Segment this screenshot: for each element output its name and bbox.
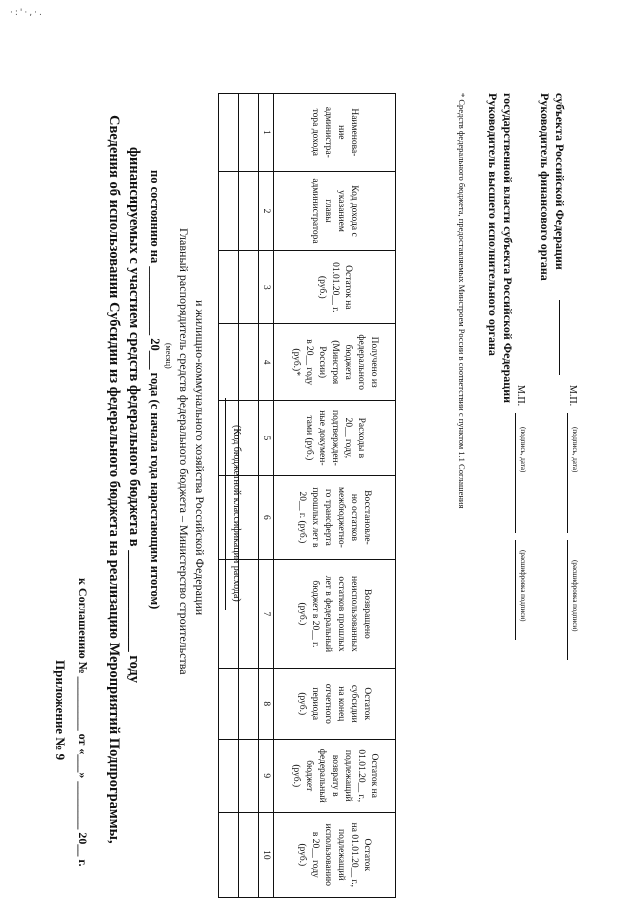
head-fin-line-1: Руководитель финансового органа (538, 93, 552, 281)
col-number: 7 (259, 560, 274, 669)
col-header-remaining: Остаток на 01.01.20__ г., подлежащий использованию в 20__ году (руб.) (274, 812, 396, 897)
mp-label: М.П. (515, 385, 526, 407)
agreement-ref: к Соглашению № _________ от «___» ________ 20__ г. (76, 578, 90, 867)
title-line-2: финансируемых с участием средств федерального бюджета в ______________ году (126, 147, 142, 683)
col-header-received: Получено из федерального бюджета (Минстроя России) в 20__ году (руб.)* (274, 324, 396, 401)
decode-line (567, 540, 568, 660)
col-header-income-code: Код дохода с указанием главы администратора (274, 171, 396, 251)
col-header-balance-start: Остаток на 01.01.20__ г. (руб.) (274, 251, 396, 324)
signature-line (559, 300, 560, 375)
col-number: 1 (259, 94, 274, 172)
head-fin-line-2: субъекта Российской Федерации (553, 93, 567, 270)
grbs-line-1: Главный распорядитель средств федерального бюджета – Министерство строительства (177, 228, 191, 675)
title-line-3: по состоянию на ___________ 20___ года (с начала года нарастающим итогом) (148, 170, 162, 610)
col-number: 3 (259, 251, 274, 324)
table-row (219, 94, 239, 898)
col-header-restored: Восстановле- но остатков межбюджетно- го трансферта прошлых лет в 20__ г. (руб.) (274, 475, 396, 559)
col-header-returned: Возвращено неиспользованных остатков прошлых лет в федеральный бюджет в 20__ г. (руб.) (274, 560, 396, 669)
sign-caption: (подпись, дата) (519, 427, 527, 473)
grbs-line-2: и жилищно-коммунального хозяйства Российской Федерации (193, 300, 207, 616)
col-number: 2 (259, 171, 274, 251)
col-header-to-return: Остаток на 01.01.20__ г., подлежащий возврату в федеральный бюджет (руб.) (274, 739, 396, 812)
col-number: 5 (259, 400, 274, 475)
sign-caption: (подпись, дата) (571, 427, 579, 473)
col-header-expenses: Расходы в 20__ году, подтвержден- ные докумен- тами (руб.) (274, 400, 396, 475)
footnote: * Средств федерального бюджета, предоставляемых Минстроем России в соответствии с пунктом 1.1 Соглашения (457, 93, 467, 509)
col-number: 4 (259, 324, 274, 401)
scan-artifact: ·:'·,·. (10, 8, 44, 18)
signature-line (515, 413, 516, 533)
appendix-number: Приложение № 9 (53, 660, 68, 761)
signature-line (567, 413, 568, 533)
mp-label: М.П. (567, 385, 578, 407)
decode-caption: (расшифровка подписи) (519, 550, 527, 622)
title-line-1: Сведения об использовании Субсидии из федерального бюджета на реализацию Мероприятий Подпрограммы, (106, 115, 122, 844)
decode-caption: (расшифровка подписи) (571, 560, 579, 632)
month-caption: (месяц) (164, 343, 173, 369)
col-number: 8 (259, 668, 274, 739)
table-row (239, 94, 259, 898)
col-number: 6 (259, 475, 274, 559)
col-header-name: Наименова- ние администра- тора дохода (274, 94, 396, 172)
col-number: 10 (259, 812, 274, 897)
head-exec-line-1: Руководитель высшего исполнительного органа (486, 93, 500, 356)
head-exec-line-2: государственной власти субъекта Российской Федерации (501, 93, 515, 404)
col-number: 9 (259, 739, 274, 812)
subsidy-table (218, 93, 396, 898)
col-header-balance-end: Остаток субсидии на конец отчетного периода (руб.) (274, 668, 396, 739)
kbk-caption: (Код бюджетной классификации расхода) (231, 425, 242, 602)
decode-line (515, 540, 516, 640)
